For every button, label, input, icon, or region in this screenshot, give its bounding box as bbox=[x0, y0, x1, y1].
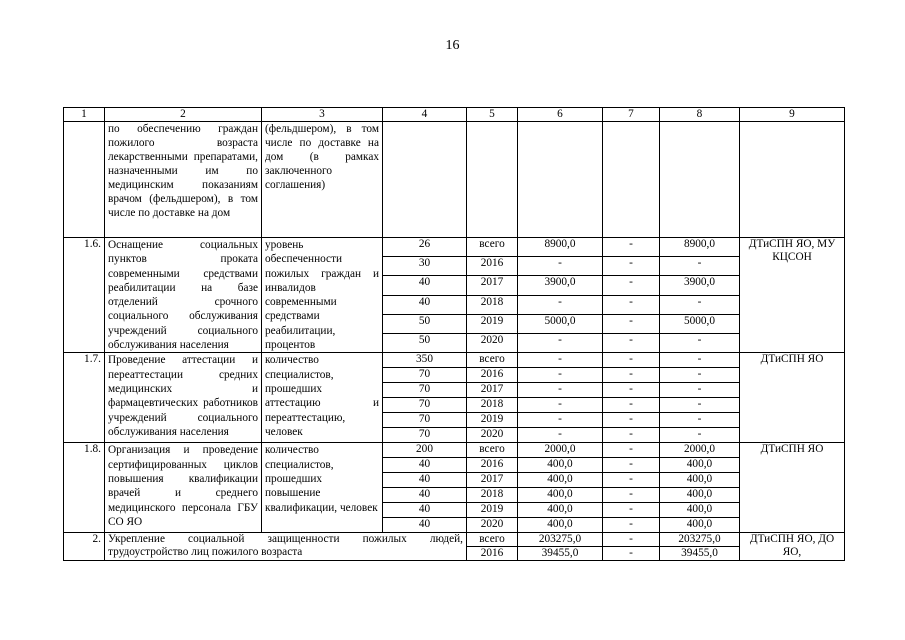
row-number: 1.6. bbox=[64, 238, 105, 353]
continuation-name: по обеспечению граждан пожилого возраста лекарственными препаратами, назначенными им по медицинским показаниям врачом (фельдшером), в том числе по доставке на дом bbox=[105, 122, 262, 238]
value-cell-c4: 350 bbox=[383, 353, 467, 368]
value-cell-c8: - bbox=[660, 428, 740, 443]
value-cell-c5: 2016 bbox=[467, 368, 518, 383]
value-cell-c5: 2018 bbox=[467, 398, 518, 413]
executor: ДТиСПН ЯО, ДО ЯО, bbox=[740, 533, 845, 561]
value-cell-c5: 2016 bbox=[467, 458, 518, 473]
value-cell-c6: - bbox=[518, 295, 603, 314]
header-cell: 3 bbox=[262, 108, 383, 122]
value-cell-c4: 26 bbox=[383, 238, 467, 257]
value-cell-c8: 400,0 bbox=[660, 488, 740, 503]
header-cell: 8 bbox=[660, 108, 740, 122]
value-cell-c4: 70 bbox=[383, 368, 467, 383]
value-cell-c8: 3900,0 bbox=[660, 276, 740, 295]
value-cell-c5: 2019 bbox=[467, 413, 518, 428]
page-number: 16 bbox=[445, 38, 460, 53]
value-cell-c4: 40 bbox=[383, 518, 467, 533]
section-name: Укрепление социальной защищенности пожилых людей, трудоустройство лиц пожилого возраста bbox=[105, 533, 467, 561]
header-cell: 7 bbox=[603, 108, 660, 122]
value-cell-c7: - bbox=[603, 383, 660, 398]
executor: ДТиСПН ЯО bbox=[740, 353, 845, 443]
value-cell-c4: 70 bbox=[383, 398, 467, 413]
value-cell-c8: 400,0 bbox=[660, 458, 740, 473]
value-cell-c7: - bbox=[603, 353, 660, 368]
value-cell-c6: - bbox=[518, 257, 603, 276]
empty-cell bbox=[660, 122, 740, 238]
value-cell-c6: 3900,0 bbox=[518, 276, 603, 295]
value-cell-c7: - bbox=[603, 473, 660, 488]
value-cell-c7: - bbox=[603, 428, 660, 443]
empty-cell bbox=[467, 122, 518, 238]
value-cell-c5: всего bbox=[467, 533, 518, 547]
empty-cell bbox=[740, 122, 845, 238]
value-cell-c6: - bbox=[518, 428, 603, 443]
value-cell-c6: - bbox=[518, 368, 603, 383]
empty-cell bbox=[603, 122, 660, 238]
value-cell-c4: 70 bbox=[383, 413, 467, 428]
value-cell-c5: 2017 bbox=[467, 383, 518, 398]
value-cell-c7: - bbox=[603, 503, 660, 518]
value-cell-c5: 2016 bbox=[467, 257, 518, 276]
indicator-name: количество специалистов, прошедших повышение квалификации, человек bbox=[262, 443, 383, 533]
header-cell: 9 bbox=[740, 108, 845, 122]
value-cell-c4: 70 bbox=[383, 428, 467, 443]
value-cell-c8: - bbox=[660, 368, 740, 383]
value-cell-c8: - bbox=[660, 413, 740, 428]
value-cell-c5: всего bbox=[467, 353, 518, 368]
value-cell-c4: 40 bbox=[383, 295, 467, 314]
value-cell-c6: 203275,0 bbox=[518, 533, 603, 547]
section-row bbox=[64, 533, 845, 547]
value-cell-c8: 8900,0 bbox=[660, 238, 740, 257]
value-cell-c5: 2017 bbox=[467, 276, 518, 295]
row-number: 1.8. bbox=[64, 443, 105, 533]
indicator-name: количество специалистов, прошедших аттестацию и переаттестацию, человек bbox=[262, 353, 383, 443]
value-cell-c7: - bbox=[603, 257, 660, 276]
value-cell-c5: всего bbox=[467, 443, 518, 458]
program-table bbox=[63, 107, 845, 561]
row-number: 1.7. bbox=[64, 353, 105, 443]
value-cell-c7: - bbox=[603, 518, 660, 533]
section-number: 2. bbox=[64, 533, 105, 561]
value-cell-c6: - bbox=[518, 383, 603, 398]
continuation-row bbox=[64, 122, 845, 238]
value-cell-c4: 40 bbox=[383, 503, 467, 518]
value-cell-c6: 8900,0 bbox=[518, 238, 603, 257]
value-cell-c4: 30 bbox=[383, 257, 467, 276]
header-cell: 5 bbox=[467, 108, 518, 122]
value-cell-c8: 400,0 bbox=[660, 473, 740, 488]
continuation-indicator: (фельдшером), в том числе по доставке на дом (в рамках заключенного соглашения) bbox=[262, 122, 383, 238]
value-cell-c5: 2019 bbox=[467, 314, 518, 333]
value-cell-c7: - bbox=[603, 547, 660, 561]
value-cell-c5: 2018 bbox=[467, 295, 518, 314]
value-cell-c6: - bbox=[518, 353, 603, 368]
value-cell-c8: 400,0 bbox=[660, 503, 740, 518]
value-cell-c6: 39455,0 bbox=[518, 547, 603, 561]
header-cell: 1 bbox=[64, 108, 105, 122]
value-cell-c7: - bbox=[603, 368, 660, 383]
executor: ДТиСПН ЯО bbox=[740, 443, 845, 533]
indicator-name: уровень обеспеченности пожилых граждан и инвалидов современными средствами реабилитации, процентов bbox=[262, 238, 383, 353]
value-cell-c8: - bbox=[660, 257, 740, 276]
value-cell-c8: - bbox=[660, 353, 740, 368]
table-row bbox=[64, 353, 845, 368]
value-cell-c7: - bbox=[603, 443, 660, 458]
measure-name: Оснащение социальных пунктов проката современными средствами реабилитации на базе отделений срочного социального обслуживания учреждений социального обслуживания населения bbox=[105, 238, 262, 353]
value-cell-c5: 2020 bbox=[467, 428, 518, 443]
value-cell-c6: 400,0 bbox=[518, 503, 603, 518]
value-cell-c7: - bbox=[603, 334, 660, 353]
table-row bbox=[64, 443, 845, 458]
header-cell: 4 bbox=[383, 108, 467, 122]
value-cell-c6: 400,0 bbox=[518, 518, 603, 533]
value-cell-c8: 2000,0 bbox=[660, 443, 740, 458]
value-cell-c7: - bbox=[603, 295, 660, 314]
value-cell-c7: - bbox=[603, 238, 660, 257]
value-cell-c6: 400,0 bbox=[518, 488, 603, 503]
header-row bbox=[64, 108, 845, 122]
value-cell-c8: - bbox=[660, 398, 740, 413]
value-cell-c4: 50 bbox=[383, 314, 467, 333]
value-cell-c7: - bbox=[603, 276, 660, 295]
value-cell-c6: - bbox=[518, 398, 603, 413]
value-cell-c7: - bbox=[603, 398, 660, 413]
measure-name: Организация и проведение сертифицированных циклов повышения квалификации врачей и среднего медицинского персонала ГБУ СО ЯО bbox=[105, 443, 262, 533]
value-cell-c4: 70 bbox=[383, 383, 467, 398]
value-cell-c5: 2019 bbox=[467, 503, 518, 518]
continuation-num bbox=[64, 122, 105, 238]
header-cell: 2 bbox=[105, 108, 262, 122]
value-cell-c4: 50 bbox=[383, 334, 467, 353]
value-cell-c6: 400,0 bbox=[518, 458, 603, 473]
value-cell-c5: 2018 bbox=[467, 488, 518, 503]
header-cell: 6 bbox=[518, 108, 603, 122]
table-row bbox=[64, 238, 845, 257]
value-cell-c7: - bbox=[603, 488, 660, 503]
value-cell-c5: 2016 bbox=[467, 547, 518, 561]
value-cell-c4: 40 bbox=[383, 488, 467, 503]
value-cell-c5: 2020 bbox=[467, 518, 518, 533]
value-cell-c5: 2020 bbox=[467, 334, 518, 353]
value-cell-c8: - bbox=[660, 334, 740, 353]
value-cell-c7: - bbox=[603, 458, 660, 473]
value-cell-c8: 5000,0 bbox=[660, 314, 740, 333]
measure-name: Проведение аттестации и переаттестации средних медицинских и фармацевтических работников учреждений социального обслуживания населения bbox=[105, 353, 262, 443]
value-cell-c6: - bbox=[518, 413, 603, 428]
value-cell-c4: 40 bbox=[383, 276, 467, 295]
empty-cell bbox=[383, 122, 467, 238]
value-cell-c8: 400,0 bbox=[660, 518, 740, 533]
value-cell-c8: - bbox=[660, 383, 740, 398]
value-cell-c7: - bbox=[603, 533, 660, 547]
value-cell-c5: 2017 bbox=[467, 473, 518, 488]
value-cell-c5: всего bbox=[467, 238, 518, 257]
value-cell-c4: 40 bbox=[383, 473, 467, 488]
value-cell-c8: - bbox=[660, 295, 740, 314]
value-cell-c7: - bbox=[603, 314, 660, 333]
empty-cell bbox=[518, 122, 603, 238]
executor: ДТиСПН ЯО, МУ КЦСОН bbox=[740, 238, 845, 353]
value-cell-c6: 5000,0 bbox=[518, 314, 603, 333]
value-cell-c6: 2000,0 bbox=[518, 443, 603, 458]
value-cell-c6: - bbox=[518, 334, 603, 353]
value-cell-c8: 39455,0 bbox=[660, 547, 740, 561]
value-cell-c7: - bbox=[603, 413, 660, 428]
value-cell-c6: 400,0 bbox=[518, 473, 603, 488]
value-cell-c4: 40 bbox=[383, 458, 467, 473]
value-cell-c4: 200 bbox=[383, 443, 467, 458]
value-cell-c8: 203275,0 bbox=[660, 533, 740, 547]
